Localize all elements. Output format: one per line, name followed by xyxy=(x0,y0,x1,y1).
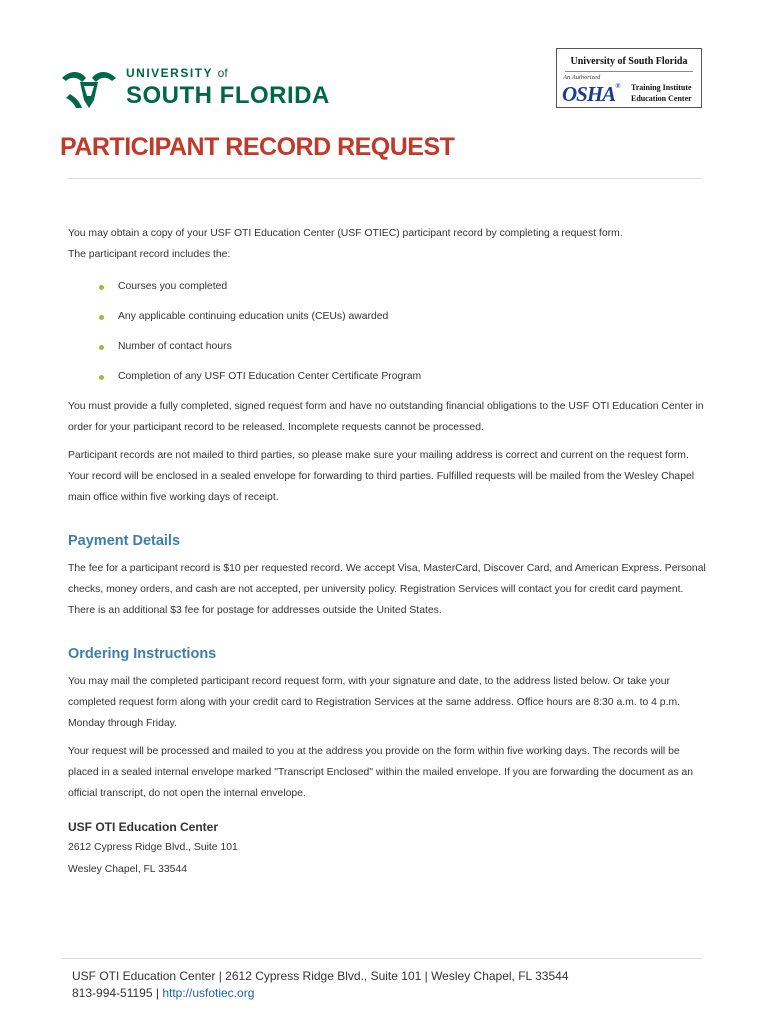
osha-badge xyxy=(556,48,702,108)
intro-paragraph: You may obtain a copy of your USF OTI Education Center (USF OTIEC) participant record by completing a request form. The participant record includes the: xyxy=(68,228,623,260)
main-content xyxy=(68,223,708,881)
osha-badge-title: University of South Florida xyxy=(570,56,688,67)
mailing-paragraph: Participant records are not mailed to third parties, so please make sure your mailing address is correct and current on the request form. Your record will be enclosed in a sealed envelope for forwarding to third parties. Fulfilled requests will be mailed from the Wesley Chapel main office within five working days of receipt. xyxy=(68,450,695,503)
title-divider xyxy=(68,178,702,179)
footer-website-link[interactable]: http://usfotiec.org xyxy=(162,986,255,1000)
address-name: USF OTI Education Center xyxy=(68,820,219,834)
list-item: Completion of any USF OTI Education Center Certificate Program xyxy=(68,362,708,392)
bull-horns-icon xyxy=(60,64,118,112)
payment-paragraph: The fee for a participant record is $10 per requested record. We accept Visa, MasterCard, Discover Card, and American Express. Personal checks, money orders, and cash are not accepted, per university policy. Registration Services will contact you for credit card payment. There is an additional $3 fee for postage for addresses outside the United States. xyxy=(68,563,706,616)
footer xyxy=(72,968,569,1002)
footer-address: USF OTI Education Center | 2612 Cypress Ridge Blvd., Suite 101 | Wesley Chapel, FL 33544 xyxy=(72,969,569,983)
usf-logo xyxy=(60,62,330,116)
university-label: UNIVERSITY of xyxy=(126,66,228,80)
address-street: 2612 Cypress Ridge Blvd., Suite 101 xyxy=(68,842,238,853)
osha-line1: Training Institute xyxy=(631,83,692,92)
payment-heading: Payment Details xyxy=(68,533,181,549)
footer-divider xyxy=(62,958,702,959)
footer-contact xyxy=(72,985,569,1002)
ordering-heading: Ordering Instructions xyxy=(68,646,217,662)
osha-badge-divider xyxy=(565,71,693,72)
page-title: PARTICIPANT RECORD REQUEST xyxy=(60,133,455,161)
requirements-paragraph: You must provide a fully completed, signed request form and have no outstanding financial obligations to the USF OTI Education Center in order for your participant record to be released. Incomplete requests cannot be processed. xyxy=(68,401,704,433)
osha-logo: OSHA® xyxy=(562,82,620,106)
south-florida-label: SOUTH FLORIDA xyxy=(126,82,330,109)
address-city: Wesley Chapel, FL 33544 xyxy=(68,864,187,875)
record-contents-list xyxy=(68,272,708,392)
list-item: Any applicable continuing education units (CEUs) awarded xyxy=(68,302,708,332)
processing-paragraph: Your request will be processed and mailed to you at the address you provide on the form within five working days. The records will be placed in a sealed internal envelope marked "Transcript Enclosed" within the mailed envelope. If you are forwarding the document as an official transcript, do not open the internal envelope. xyxy=(68,746,694,799)
osha-authorized-label: An Authorized xyxy=(563,74,601,81)
list-item: Courses you completed xyxy=(68,272,708,302)
osha-line2: Education Center xyxy=(631,94,692,103)
ordering-paragraph: You may mail the completed participant record request form, with your signature and date, to the address listed below. Or take your completed request form along with your credit card to Registration Services at the same address. Office hours are 8:30 a.m. to 4 p.m. Monday through Friday. xyxy=(68,676,680,729)
list-item: Number of contact hours xyxy=(68,332,708,362)
footer-phone: 813-994-51195 | xyxy=(72,986,163,1000)
